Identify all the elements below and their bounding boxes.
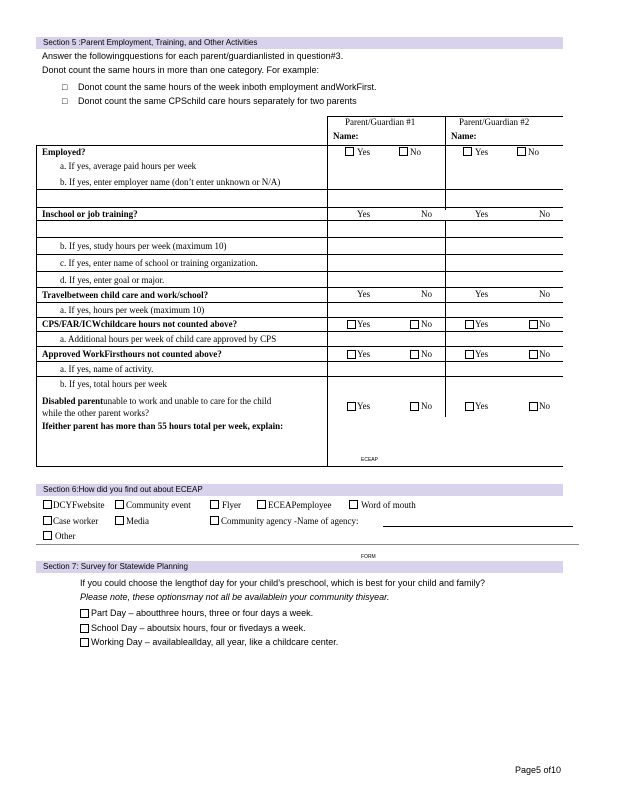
school-question: Inschool or job training?	[42, 209, 138, 219]
parent1-workfirst-no-checkbox[interactable]	[410, 350, 419, 359]
parent1-cps-no-checkbox[interactable]	[410, 320, 419, 329]
goal-label: d. If yes, enter goal or major.	[60, 275, 165, 285]
community-agency-label: Community agency -Name of agency:	[221, 516, 359, 526]
parent2-disabled-yes-checkbox[interactable]	[465, 402, 474, 411]
media-checkbox[interactable]	[115, 516, 124, 525]
no-label: No	[539, 319, 550, 329]
yes-label: Yes	[475, 319, 489, 329]
parent2-workfirst-no-checkbox[interactable]	[529, 350, 538, 359]
community-event-label: Community event	[126, 500, 191, 510]
parent1-school-yes[interactable]: Yes	[357, 209, 371, 219]
parent1-name-label: Name:	[333, 131, 359, 141]
bullet-box-icon: □	[62, 82, 68, 92]
parent2-workfirst-yes-checkbox[interactable]	[465, 350, 474, 359]
parent2-disabled-no-checkbox[interactable]	[529, 402, 538, 411]
travel-question: Travelbetween child care and work/school?	[42, 290, 209, 300]
parent1-workfirst-yes-checkbox[interactable]	[347, 350, 356, 359]
section5-header	[36, 37, 563, 49]
part-day-label: Part Day – aboutthree hours, three or four days a week.	[91, 608, 314, 618]
section5-title: Section 5 :Parent Employment, Training, and Other Activities	[43, 38, 258, 47]
disabled-question-line1: Disabled parentunable to work and unable to care for the child	[42, 396, 272, 406]
no-label: No	[410, 147, 421, 157]
parent2-employed-yes-checkbox[interactable]	[463, 147, 472, 156]
page-number: Page5 of10	[515, 765, 562, 775]
agency-name-input-line[interactable]	[383, 526, 573, 527]
parent1-column-title: Parent/Guardian #1	[345, 117, 416, 127]
working-day-checkbox[interactable]	[80, 638, 89, 647]
section7-header	[36, 561, 563, 573]
no-label: No	[421, 319, 432, 329]
part-day-checkbox[interactable]	[80, 609, 89, 618]
workfirst-question: Approved WorkFirsthours not counted above?	[42, 349, 222, 359]
parent1-travel-yes[interactable]: Yes	[357, 289, 371, 299]
parent2-cps-yes-checkbox[interactable]	[465, 320, 474, 329]
working-day-label: Working Day – availableallday, all year, like a childcare center.	[91, 637, 339, 647]
section5-intro-1: Answer the followingquestions for each parent/guardianlisted in question#3.	[42, 51, 344, 61]
yes-label: Yes	[475, 401, 489, 411]
parent2-travel-yes[interactable]: Yes	[475, 289, 489, 299]
dcyf-website-label: DCYFwebsite	[53, 500, 105, 510]
community-agency-checkbox[interactable]	[210, 516, 219, 525]
case-worker-checkbox[interactable]	[43, 516, 52, 525]
parent2-travel-no[interactable]: No	[539, 289, 550, 299]
workfirst-hours-label: b. If yes, total hours per week	[60, 379, 167, 389]
survey-question: If you could choose the lengthof day for your child’s preschool, which is best for your child and family?	[80, 578, 486, 588]
section5-intro-2: Donot count the same hours in more than one category. For example:	[42, 65, 319, 75]
yes-label: Yes	[357, 319, 371, 329]
parent1-travel-no[interactable]: No	[421, 289, 432, 299]
bullet-2-text: Donot count the same CPSchild care hours separately for two parents	[78, 96, 357, 106]
yes-label: Yes	[475, 349, 489, 359]
parent1-employed-yes-checkbox[interactable]	[345, 147, 354, 156]
no-label: No	[539, 401, 550, 411]
yes-label: Yes	[475, 147, 489, 157]
word-of-mouth-label: Word of mouth	[361, 500, 416, 510]
community-event-checkbox[interactable]	[115, 500, 124, 509]
no-label: No	[421, 401, 432, 411]
cps-question: CPS/FAR/ICWchildcare hours not counted above?	[42, 319, 238, 329]
section7-title: Section 7: Survey for Statewide Planning	[43, 562, 188, 571]
flyer-checkbox[interactable]	[210, 500, 219, 509]
parent1-school-no[interactable]: No	[421, 209, 432, 219]
school-day-checkbox[interactable]	[80, 624, 89, 633]
parent2-employed-no-checkbox[interactable]	[517, 147, 526, 156]
parent2-column-title: Parent/Guardian #2	[459, 117, 530, 127]
section6-title: Section 6:How did you find out about ECEAP	[43, 485, 203, 494]
yes-label: Yes	[357, 349, 371, 359]
eceap-employee-checkbox[interactable]	[257, 500, 266, 509]
flyer-label: Flyer	[222, 500, 241, 510]
dcyf-website-checkbox[interactable]	[43, 500, 52, 509]
parent2-name-label: Name:	[451, 131, 477, 141]
other-checkbox[interactable]	[43, 531, 52, 540]
parent1-cps-yes-checkbox[interactable]	[347, 320, 356, 329]
case-worker-label: Case worker	[53, 516, 99, 526]
bullet-1-text: Donot count the same hours of the week inboth employment andWorkFirst.	[78, 82, 377, 92]
activity-name-label: a. If yes, name of activity.	[60, 364, 154, 374]
form-mark: FORM	[361, 554, 376, 560]
over-55-hours-question: Ifeither parent has more than 55 hours total per week, explain:	[42, 421, 284, 431]
section6-header	[36, 484, 563, 496]
no-label: No	[421, 349, 432, 359]
travel-hours-label: a. If yes, hours per week (maximum 10)	[60, 305, 205, 315]
survey-note: Please note, these optionsmay not all be availablein your community thisyear.	[80, 592, 390, 602]
parent1-disabled-no-checkbox[interactable]	[410, 402, 419, 411]
school-name-label: c. If yes, enter name of school or training organization.	[60, 258, 258, 268]
parent2-school-no[interactable]: No	[539, 209, 550, 219]
cps-hours-label: a. Additional hours per week of child care approved by CPS	[60, 334, 277, 344]
other-label: Other	[55, 531, 76, 541]
yes-label: Yes	[357, 401, 371, 411]
eceap-employee-label: ECEAPemployee	[268, 500, 332, 510]
parent2-cps-no-checkbox[interactable]	[529, 320, 538, 329]
employed-question: Employed?	[42, 147, 86, 157]
study-hours-label: b. If yes, study hours per week (maximum 10)	[60, 241, 227, 251]
parent2-school-yes[interactable]: Yes	[475, 209, 489, 219]
school-day-label: School Day – aboutsix hours, four or fivedays a week.	[91, 623, 306, 633]
employed-hours-label: a. If yes, average paid hours per week	[60, 161, 197, 171]
no-label: No	[528, 147, 539, 157]
yes-label: Yes	[357, 147, 371, 157]
disabled-question-line2: while the other parent works?	[42, 408, 149, 418]
bullet-box-icon: □	[62, 96, 68, 106]
employer-name-label: b. If yes, enter employer name (don’t enter unknown or N/A)	[60, 177, 281, 187]
media-label: Media	[126, 516, 149, 526]
parent1-employed-no-checkbox[interactable]	[399, 147, 408, 156]
parent1-disabled-yes-checkbox[interactable]	[347, 402, 356, 411]
word-of-mouth-checkbox[interactable]	[349, 500, 358, 509]
eceap-mark: ECEAP	[361, 457, 378, 463]
no-label: No	[539, 349, 550, 359]
